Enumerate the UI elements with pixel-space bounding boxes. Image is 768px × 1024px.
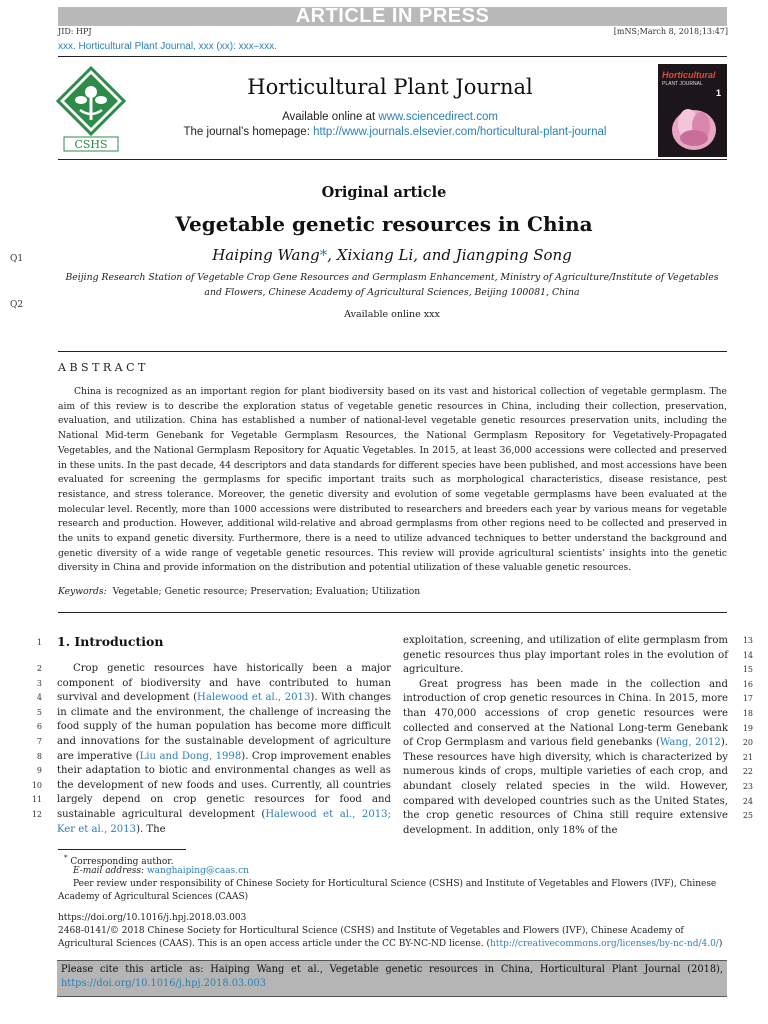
query-mark-q2: Q2 — [10, 300, 24, 310]
keywords-list: Vegetable; Genetic resource; Preservation; Evaluation; Utilization — [112, 586, 421, 597]
text-run: ). With changes in climate and the environment, the challenge of increasing the food supply of the human population has become more difficult and innovations for the sustainable development of agriculture are imperative ( — [57, 692, 391, 762]
license-link[interactable]: http://creativecommons.org/licenses/by-nc-nd/4.0/ — [490, 939, 719, 949]
journal-homepage — [120, 126, 670, 138]
article-title: Vegetable genetic resources in China — [175, 212, 593, 236]
masthead-rule — [58, 159, 727, 160]
keywords — [58, 586, 420, 597]
authors — [0, 246, 768, 264]
line-number: 3 — [36, 678, 42, 688]
authors-rest: , Xixiang Li, and Jiangping Song — [327, 246, 572, 264]
line-number: 10 — [31, 780, 42, 790]
line-number: 5 — [36, 707, 42, 717]
intro-paragraph-1 — [57, 662, 391, 837]
cite-body: Please cite this article as: Haiping Wang et al., Vegetable genetic resources in China, Horticultural Plant Journal (2018), — [61, 964, 723, 975]
journal-id: JID: HPJ — [58, 27, 92, 36]
line-number: 6 — [36, 722, 42, 732]
cover-issue-number: 1 — [716, 88, 722, 98]
footnote-rule — [58, 849, 186, 850]
corresponding-label: Corresponding author. — [70, 857, 174, 867]
article-in-press-banner: ARTICLE IN PRESS — [58, 7, 727, 26]
line-number: 9 — [36, 766, 42, 776]
intro-paragraph-continued: exploitation, screening, and utilization of elite germplasm from genetic resources thus play important roles in the evolution of agriculture. — [403, 635, 728, 676]
abstract-top-rule — [58, 351, 727, 352]
footnote-email — [73, 865, 743, 878]
text-run: Great progress has been made in the collection and introduction of crop genetic resources in China. In 2015, more than 470,000 accessions of crop genetic resources were collected and conserved at the National Long-term Genebank of Crop Germplasm and various field genebanks ( — [403, 678, 728, 749]
copyright-notice — [58, 925, 728, 951]
text-run: ). Crop improvement enables their adaptation to biotic and environmental changes as well as the development of new foods and uses. Currently, all countries largely depend on crop genetic resources for food and sustainable agricultural development ( — [57, 750, 391, 820]
abstract-bottom-rule — [58, 612, 727, 613]
copyright-end: ) — [718, 939, 723, 949]
ref-liu-dong-1998[interactable]: Liu and Dong, 1998 — [139, 750, 242, 762]
text-run: Crop genetic resources have historically been a major component of biodiversity and have contributed to human survival and development ( — [57, 663, 391, 704]
line-number: 16 — [742, 679, 753, 689]
corresponding-author-mark[interactable]: * — [319, 246, 328, 264]
cover-subtitle: PLANT JOURNAL — [662, 81, 703, 87]
line-number: 20 — [742, 738, 753, 748]
abstract-heading: ABSTRACT — [58, 361, 149, 374]
line-number: 12 — [31, 810, 42, 819]
author-wang: Haiping Wang — [212, 246, 320, 264]
homepage-prefix: The journal’s homepage: — [183, 126, 314, 138]
line-number: 13 — [742, 636, 753, 645]
intro-right-column — [403, 634, 728, 838]
line-number: 2 — [36, 664, 42, 673]
line-number: 11 — [31, 795, 42, 805]
line-number: 21 — [742, 752, 753, 762]
cite-doi-link[interactable]: https://doi.org/10.1016/j.hpj.2018.03.003 — [61, 978, 266, 989]
line-number: 8 — [36, 751, 42, 761]
email-label: E-mail address: — [73, 866, 145, 876]
abstract-body — [58, 385, 727, 576]
copyright-text: 2468-0141/© 2018 Chinese Society for Horticultural Science (CSHS) and Institute of Vegetables and Flowers (IVF), Chinese Academy of Agricultural Sciences (CAAS). This is an open access article under the CC BY-NC-ND license. ( — [58, 926, 684, 949]
cshs-logo — [56, 66, 126, 152]
journal-title: Horticultural Plant Journal — [247, 75, 533, 99]
header-rule — [58, 56, 727, 57]
build-stamp: [mNS;March 8, 2018;13:47] — [613, 27, 728, 36]
cover-title: Horticultural — [662, 70, 716, 80]
line-number: 7 — [36, 737, 42, 746]
abstract-text: China is recognized as an important region for plant biodiversity based on its vast and historical collection of vegetable germplasm. The aim of this review is to describe the exploration status of vegetable genetic resources in China, including their collection, preservation, evaluation, and utilization. China has established a number of national-level vegetable genetic resources preservation units, including the National Mid-term Genebank for Vegetable Germplasm Resources, the National Germplasm Repository for Vegetatively-Propagated Vegetables, and the National Germplasm Repository for Aquatic Vegetables. In 2015, at least 36,000 accessions were collected and preserved in these units. In the past decade, 44 descriptors and data standards for different species have been published, and most accessions have been evaluated for screening the germplasms for specific important traits such as morphological characteristics, disease resistance, pest resistance, and stress tolerance. Moreover, the genetic diversity and evolution of some vegetable germplasms have been evaluated at the molecular level. Recently, more than 1000 accessions were distributed to researchers and breeders each year by various means for vegetable research and production. However, additional wild-relative and abroad germplasms from other regions need to be collected and preserved in the units to expand genetic diversity. Furthermore, there is a need to utilize advanced techniques to better understand the background and genetic diversity of a wide range of vegetable genetic resources. This review will provide agricultural scientists’ insights into the genetic diversity in China and provide information on the distribution and potential utilization of these valuable genetic resources. — [58, 386, 727, 574]
citation-link[interactable]: xxx. Horticultural Plant Journal, xxx (xx): xxx–xxx. — [58, 41, 277, 52]
available-online — [130, 111, 650, 123]
available-prefix: Available online at — [282, 111, 379, 123]
affiliation: Beijing Research Station of Vegetable Crop Gene Resources and Germplasm Enhancement, Ministry of Agriculture/Institute of Vegetables and Flowers, Chinese Academy of Agricultural Sciences, Beijing 100081, China — [65, 272, 719, 298]
sciencedirect-link[interactable]: www.sciencedirect.com — [378, 111, 498, 123]
section-heading-introduction: 1. Introduction — [57, 634, 164, 649]
ref-wang-2012[interactable]: Wang, 2012 — [659, 737, 721, 749]
text-run: ). These resources have high diversity, which is characterized by numerous kinds of crops, multiple varieties of each crop, and abundant closely related species in the wild. However, compared with developed countries such as the United States, the crop genetic resources of China still require extensive development. In addition, only 18% of the — [403, 737, 728, 836]
email-link[interactable]: wanghaiping@caas.cn — [146, 866, 249, 876]
intro-paragraph-2 — [403, 678, 728, 839]
intro-left-column — [57, 662, 391, 837]
line-number: 23 — [742, 782, 753, 791]
logo-text: CSHS — [74, 138, 108, 151]
line-number: 14 — [742, 650, 753, 660]
ref-halewood-ker-2013[interactable]: Halewood et al., 2013; Ker et al., 2013 — [57, 808, 391, 835]
line-number: 18 — [742, 709, 753, 718]
available-online-date: Available online xxx — [344, 309, 440, 320]
line-number: 1 — [36, 638, 42, 647]
text-run: ). The — [136, 823, 166, 835]
footnote-corresponding: * Corresponding author. — [64, 854, 174, 867]
journal-cover-image — [658, 64, 727, 157]
doi-link[interactable]: https://doi.org/10.1016/j.hpj.2018.03.003 — [58, 913, 247, 923]
ref-halewood-2013[interactable]: Halewood et al., 2013 — [197, 692, 311, 704]
footnote-peer-review: Peer review under responsibility of Chinese Society for Horticultural Science (CSHS) and Institute of Vegetables and Flowers (IVF), Chinese Academy of Agricultural Sciences (CAAS) — [58, 879, 717, 902]
line-number: 19 — [742, 723, 753, 733]
line-number: 22 — [742, 767, 753, 777]
article-type: Original article — [321, 184, 447, 201]
line-number: 24 — [742, 796, 753, 806]
query-mark-q1: Q1 — [10, 254, 24, 264]
line-number: 25 — [742, 811, 753, 821]
line-number: 15 — [742, 665, 753, 675]
cite-text — [61, 963, 723, 991]
line-number: 17 — [742, 694, 753, 704]
homepage-link[interactable]: http://www.journals.elsevier.com/horticultural-plant-journal — [313, 126, 607, 138]
keywords-label: Keywords: — [58, 586, 107, 597]
line-number: 4 — [36, 693, 42, 703]
